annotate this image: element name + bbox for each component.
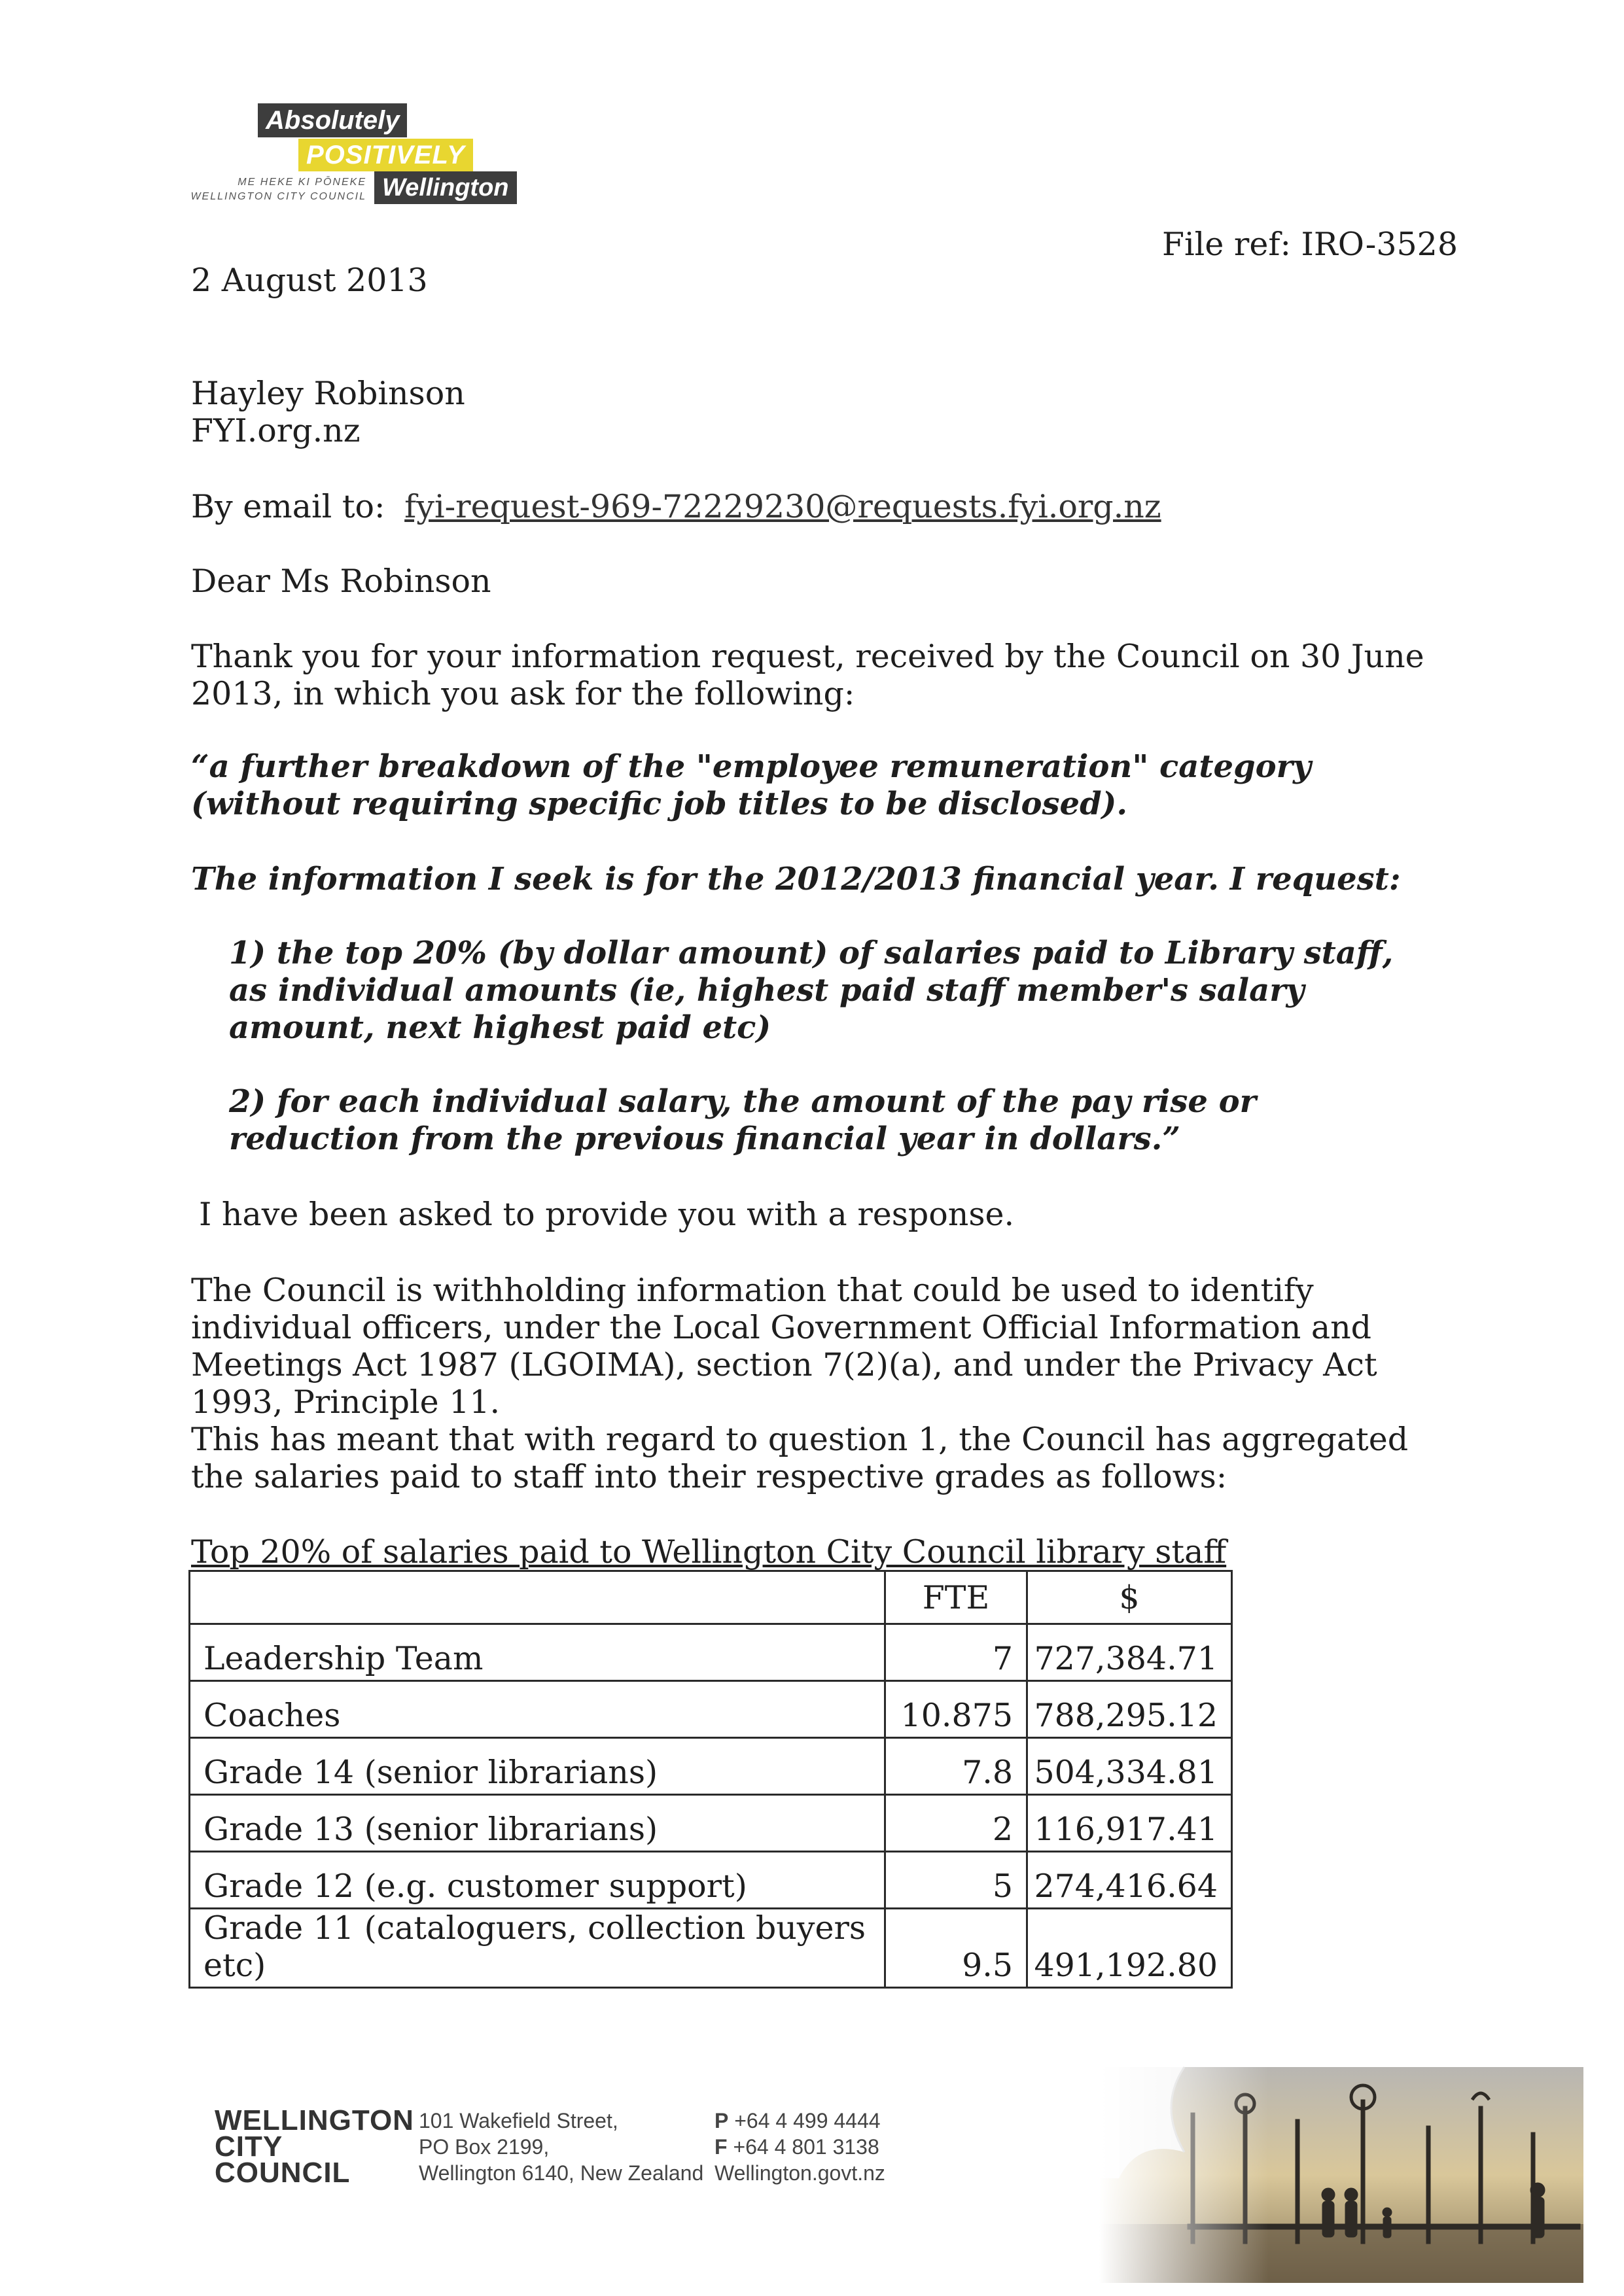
withholding-paragraph: The Council is withholding information that could be used to identify individual officers, under the Local Government Official Information and Meetings Act 1987 (LGOIMA), section 7(2)(a), and under the Privacy Act 1993, Principle 11. xyxy=(191,1272,1377,1421)
row-fte: 10.875 xyxy=(900,1697,1013,1734)
phone-number: +64 4 499 4444 xyxy=(734,2109,881,2132)
request-quote-p1: “a further breakdown of the "employee remuneration" category (without requiring specific job titles to be disclosed). xyxy=(191,748,1311,822)
wordmark-line: CITY xyxy=(215,2131,283,2163)
salary-grades-table xyxy=(188,1570,1233,1989)
address-line: PO Box 2199, xyxy=(419,2135,550,2159)
row-fte: 7 xyxy=(992,1640,1013,1677)
row-amount: 504,334.81 xyxy=(1034,1754,1218,1791)
row-category: Grade 14 (senior librarians) xyxy=(203,1754,658,1791)
row-category: Coaches xyxy=(203,1697,341,1734)
logo-council-name: WELLINGTON CITY COUNCIL xyxy=(190,191,366,202)
email-label: By email to: xyxy=(191,488,385,525)
aggregated-paragraph: This has meant that with regard to question 1, the Council has aggregated the salaries paid to staff into their respective grades as follows: xyxy=(191,1421,1409,1495)
logo-maori-name: ME HEKE KI PŌNEKE xyxy=(238,177,366,188)
letter-date: 2 August 2013 xyxy=(191,262,428,299)
fax-line xyxy=(715,2134,885,2160)
fax-number: +64 4 801 3138 xyxy=(733,2135,879,2159)
request-item-2: 2) for each individual salary, the amount of the pay rise or reduction from the previous financial year in dollars.” xyxy=(229,1083,1256,1157)
row-amount: 274,416.64 xyxy=(1034,1868,1218,1905)
table-row xyxy=(190,1624,1232,1681)
table-header-row xyxy=(190,1571,1232,1624)
footer-council-wordmark xyxy=(215,2104,414,2189)
waterfront-sculpture-photo xyxy=(1021,2061,1583,2283)
address-line: Wellington 6140, New Zealand xyxy=(419,2161,704,2185)
fax-label: F xyxy=(715,2135,728,2159)
row-amount: 491,192.80 xyxy=(1034,1947,1218,1984)
row-category: Grade 11 (cataloguers, collection buyers etc) xyxy=(203,1909,866,1984)
wordmark-line: COUNCIL xyxy=(215,2157,351,2189)
row-category: Leadership Team xyxy=(203,1640,484,1677)
salutation: Dear Ms Robinson xyxy=(191,563,491,600)
website[interactable]: Wellington.govt.nz xyxy=(715,2161,885,2185)
row-category: Grade 13 (senior librarians) xyxy=(203,1811,658,1848)
logo-wellington: Wellington xyxy=(374,171,517,204)
header-category xyxy=(190,1571,885,1624)
row-fte: 5 xyxy=(992,1868,1013,1905)
wordmark-line: WELLINGTON xyxy=(215,2104,414,2136)
logo-positively: POSITIVELY xyxy=(298,139,473,171)
row-fte: 2 xyxy=(992,1811,1013,1848)
recipient-org: FYI.org.nz xyxy=(191,412,361,449)
asked-paragraph: I have been asked to provide you with a response. xyxy=(199,1196,1015,1233)
table-row xyxy=(190,1852,1232,1909)
table-row xyxy=(190,1738,1232,1795)
row-amount: 727,384.71 xyxy=(1034,1640,1218,1677)
row-fte: 9.5 xyxy=(962,1947,1013,1984)
phone-label: P xyxy=(715,2109,729,2132)
logo-absolutely: Absolutely xyxy=(258,103,407,137)
intro-paragraph: Thank you for your information request, received by the Council on 30 June 2013, in which you ask for the following: xyxy=(191,638,1424,712)
request-quote-p2: The information I seek is for the 2012/2013 financial year. I request: xyxy=(191,861,1401,897)
footer-address xyxy=(419,2108,703,2186)
file-reference: File ref: IRO-3528 xyxy=(1162,226,1458,263)
request-item-1: 1) the top 20% (by dollar amount) of salaries paid to Library staff, as individual amounts (ie, highest paid staff member's salary amount, next highest paid etc) xyxy=(229,935,1394,1046)
table-row xyxy=(190,1909,1232,1988)
footer-contact xyxy=(715,2108,885,2186)
row-amount: 788,295.12 xyxy=(1034,1697,1218,1734)
row-category: Grade 12 (e.g. customer support) xyxy=(203,1868,747,1905)
phone-line xyxy=(715,2108,885,2134)
table-row xyxy=(190,1795,1232,1852)
row-amount: 116,917.41 xyxy=(1034,1811,1218,1848)
table-caption: Top 20% of salaries paid to Wellington City Council library staff xyxy=(191,1533,1227,1571)
row-fte: 7.8 xyxy=(962,1754,1013,1791)
photo-illustration xyxy=(1021,2061,1583,2283)
header-fte: FTE xyxy=(885,1571,1027,1624)
address-line: 101 Wakefield Street, xyxy=(419,2109,618,2132)
header-amount: $ xyxy=(1027,1571,1232,1624)
recipient-name: Hayley Robinson xyxy=(191,375,465,412)
table-row xyxy=(190,1681,1232,1738)
recipient-email-link[interactable]: fyi-request-969-72229230@requests.fyi.org.nz xyxy=(404,488,1161,525)
email-line xyxy=(191,488,1161,525)
